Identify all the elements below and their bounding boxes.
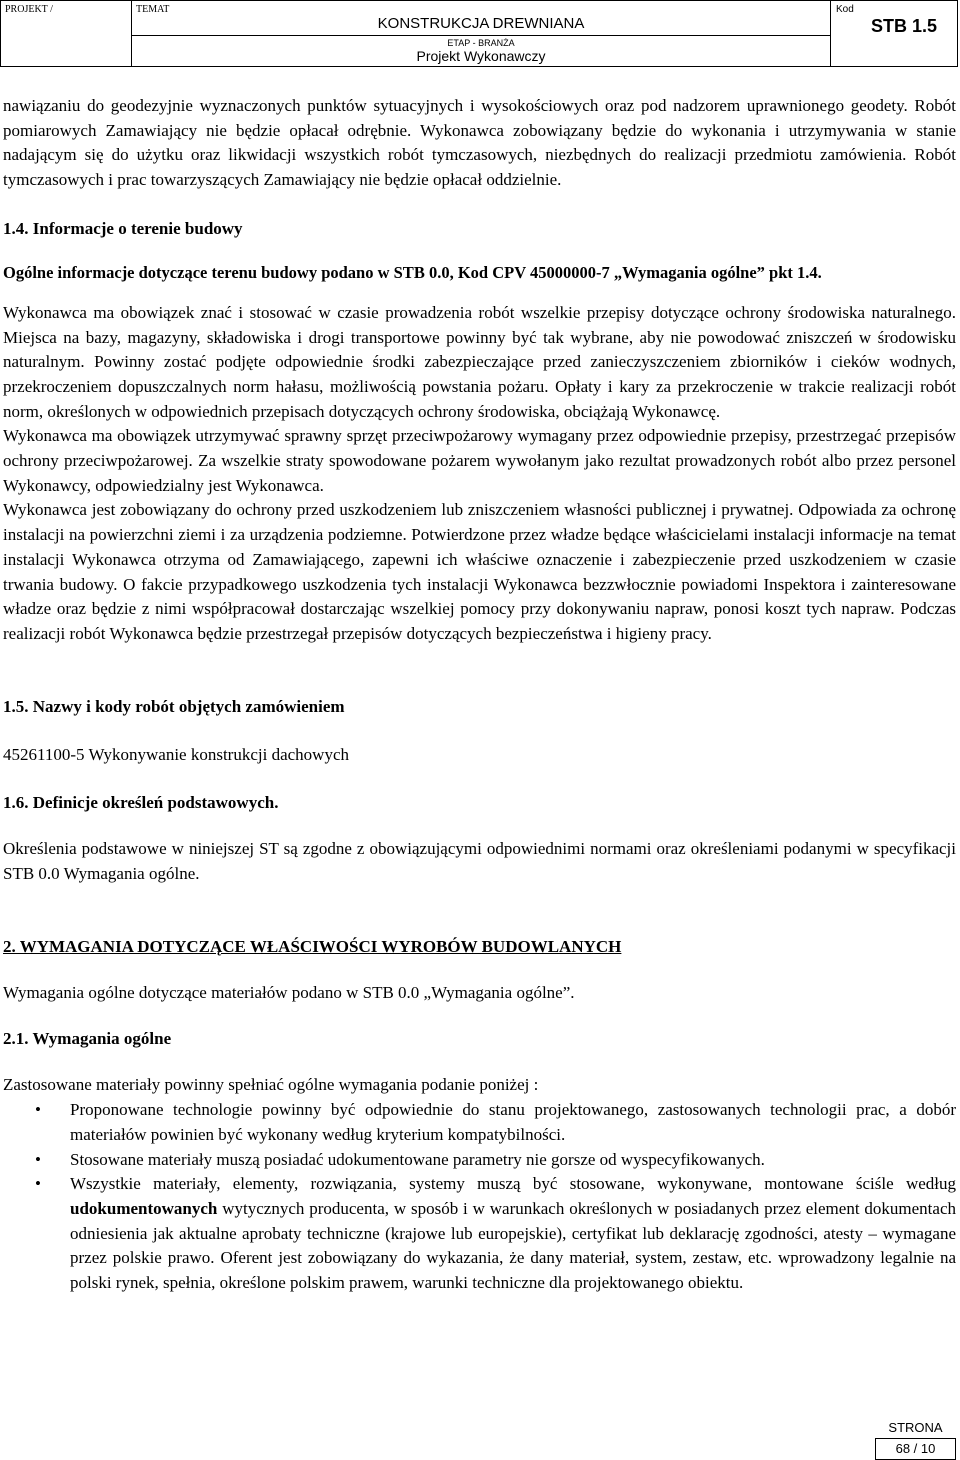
page-label: STRONA: [888, 1420, 943, 1435]
section-heading-1-5: 1.5. Nazwy i kody robót objętych zamówieniem: [3, 696, 345, 716]
list-item-emphasis: udokumentowanych: [70, 1198, 218, 1218]
kod-label: Kod: [836, 4, 854, 15]
projekt-label: PROJEKT /: [5, 4, 53, 15]
list-item: [3, 1148, 956, 1173]
header-project-cell: [1, 1, 131, 66]
etap-label: ETAP - BRANŻA: [447, 38, 515, 48]
bullet-icon: •: [35, 1149, 41, 1169]
header-divider: [132, 35, 830, 36]
bullet-icon: •: [35, 1100, 41, 1120]
page-number: 68 / 10: [875, 1438, 956, 1460]
list-item-text: Stosowane materiały muszą posiadać udokumentowane parametry nie gorsze od wyspecyfikowanych.: [70, 1149, 765, 1169]
requirements-list: [3, 1098, 956, 1296]
page-footer: [875, 1418, 956, 1460]
document-code: STB 1.5: [871, 16, 938, 36]
paragraph-property-protection: Wykonawca jest zobowiązany do ochrony przed uszkodzeniem lub zniszczeniem własności publicznej i prywatnej. Odpowiada za ochronę instalacji na powierzchni ziemi i za urządzenia podziemne. Potwierdzone przez władze będące właścicielami instalacji informacje na temat instalacji Wykonawca otrzyma od Zamawiającego, zapewni ich właściwe oznaczenie i zabezpieczenie przed uszkodzeniem w czasie trwania budowy. O fakcie przypadkowego uszkodzenia tych instalacji Wykonawca bezzwłocznie powiadomi Inspektora i zainteresowane władze oraz będzie z nimi współpracował dostarczając wszelkiej pomocy przy dokonywaniu napraw, ponosi koszt tych napraw. Podczas realizacji robót Wykonawca będzie przestrzegał przepisów dotyczących bezpieczeństwa i higieny pracy.: [3, 500, 956, 643]
document-subtitle: Projekt Wykonawczy: [416, 48, 546, 64]
paragraph-materials-ref: Wymagania ogólne dotyczące materiałów podano w STB 0.0 „Wymagania ogólne”.: [3, 982, 575, 1002]
paragraph-definitions: Określenia podstawowe w niniejszej ST są zgodne z obowiązującymi odpowiednimi normami oraz określeniami podanymi w specyfikacji STB 0.0 Wymagania ogólne.: [3, 839, 956, 884]
header-code-cell: [831, 1, 957, 66]
paragraph-requirements-intro: Zastosowane materiały powinny spełniać ogólne wymagania podanie poniżej :: [3, 1075, 539, 1095]
paragraph-fire-safety: Wykonawca ma obowiązek utrzymywać sprawny sprzęt przeciwpożarowy wymagany przez odpowiednie przepisy, przestrzegać przepisów ochrony przeciwpożarowej. Za wszelkie straty spowodowane pożarem wywołanym jako rezultat prowadzonych robót albo przez personel Wykonawcy, odpowiedzialny jest Wykonawca.: [3, 426, 956, 495]
section-heading-2: 2. WYMAGANIA DOTYCZĄCE WŁAŚCIWOŚCI WYROBÓW BUDOWLANYCH: [3, 936, 622, 956]
document-body: [3, 94, 956, 1296]
list-item: [3, 1172, 956, 1296]
list-item-text-end: wytycznych producenta, w sposób i w warunkach określonych w posiadanych przez element dokumentach odniesienia jak aktualne aprobaty techniczne (krajowe lub europejskie), certyfikat lub deklarację zgodności, atesty – wymagane przez polskie prawo. Oferent jest zobowiązany do wykazania, że dany materiał, system, zestaw, etc. wprowadzony legalnie na polski rynek, spełnia, określone polskim prawem, warunki techniczne dla projektowanego obiektu.: [70, 1198, 956, 1293]
section-heading-1-4: 1.4. Informacje o terenie budowy: [3, 218, 243, 238]
section-heading-2-1: 2.1. Wymagania ogólne: [3, 1029, 172, 1049]
section-heading-1-6: 1.6. Definicje określeń podstawowych.: [3, 793, 279, 813]
bullet-icon: •: [35, 1174, 41, 1194]
cpv-code-line: 45261100-5 Wykonywanie konstrukcji dachowych: [3, 744, 349, 764]
document-title: KONSTRUKCJA DREWNIANA: [377, 15, 585, 32]
temat-label: TEMAT: [136, 4, 170, 15]
paragraph-environment: Wykonawca ma obowiązek znać i stosować w czasie prowadzenia robót wszelkie przepisy dotyczące ochrony środowiska naturalnego. Miejsca na bazy, magazyny, składowiska i drogi transportowe powinny być tak wybrane, aby nie powodować zniszczeń w środowisku naturalnym. Powinny zostać podjęte odpowiednie środki zabezpieczające przed zanieczyszczeniem zbiorników i cieków wodnych, przekroczeniem dopuszczalnych norm hałasu, możliwością powstania pożaru. Opłaty i kary za przekroczenie w trakcie realizacji robót norm, określonych w odpowiednich przepisach dotyczących ochrony środowiska, obciążają Wykonawcę.: [3, 302, 956, 421]
list-item: [3, 1098, 956, 1147]
site-info-note: Ogólne informacje dotyczące terenu budowy podano w STB 0.0, Kod CPV 45000000-7 „Wymagania ogólne” pkt 1.4.: [3, 262, 822, 282]
paragraph-continuation: nawiązaniu do geodezyjnie wyznaczonych punktów sytuacyjnych i wysokościowych oraz pod nadzorem uprawnionego geodety. Robót pomiarowych Zamawiający nie będzie opłacał odrębnie. Wykonawca zobowiązany będzie do wykonania i utrzymywania w stanie nadającym się do użytku oraz likwidacji wszystkich robót tymczasowych, niezbędnych do realizacji przedmiotu zamówienia. Robót tymczasowych i prac towarzyszących Zamawiający nie będzie opłacał oddzielnie.: [3, 96, 956, 190]
page-header: [0, 0, 958, 67]
header-topic-cell: [132, 1, 830, 66]
list-item-text: Proponowane technologie powinny być odpowiednie do stanu projektowanego, zastosowanych technologii prac, a dobór materiałów powinien być wykonany według kryterium kompatybilności.: [70, 1100, 956, 1144]
list-item-text-start: Wszystkie materiały, elementy, rozwiązania, systemy muszą być stosowane, wykonywane, montowane ściśle według: [70, 1174, 956, 1194]
